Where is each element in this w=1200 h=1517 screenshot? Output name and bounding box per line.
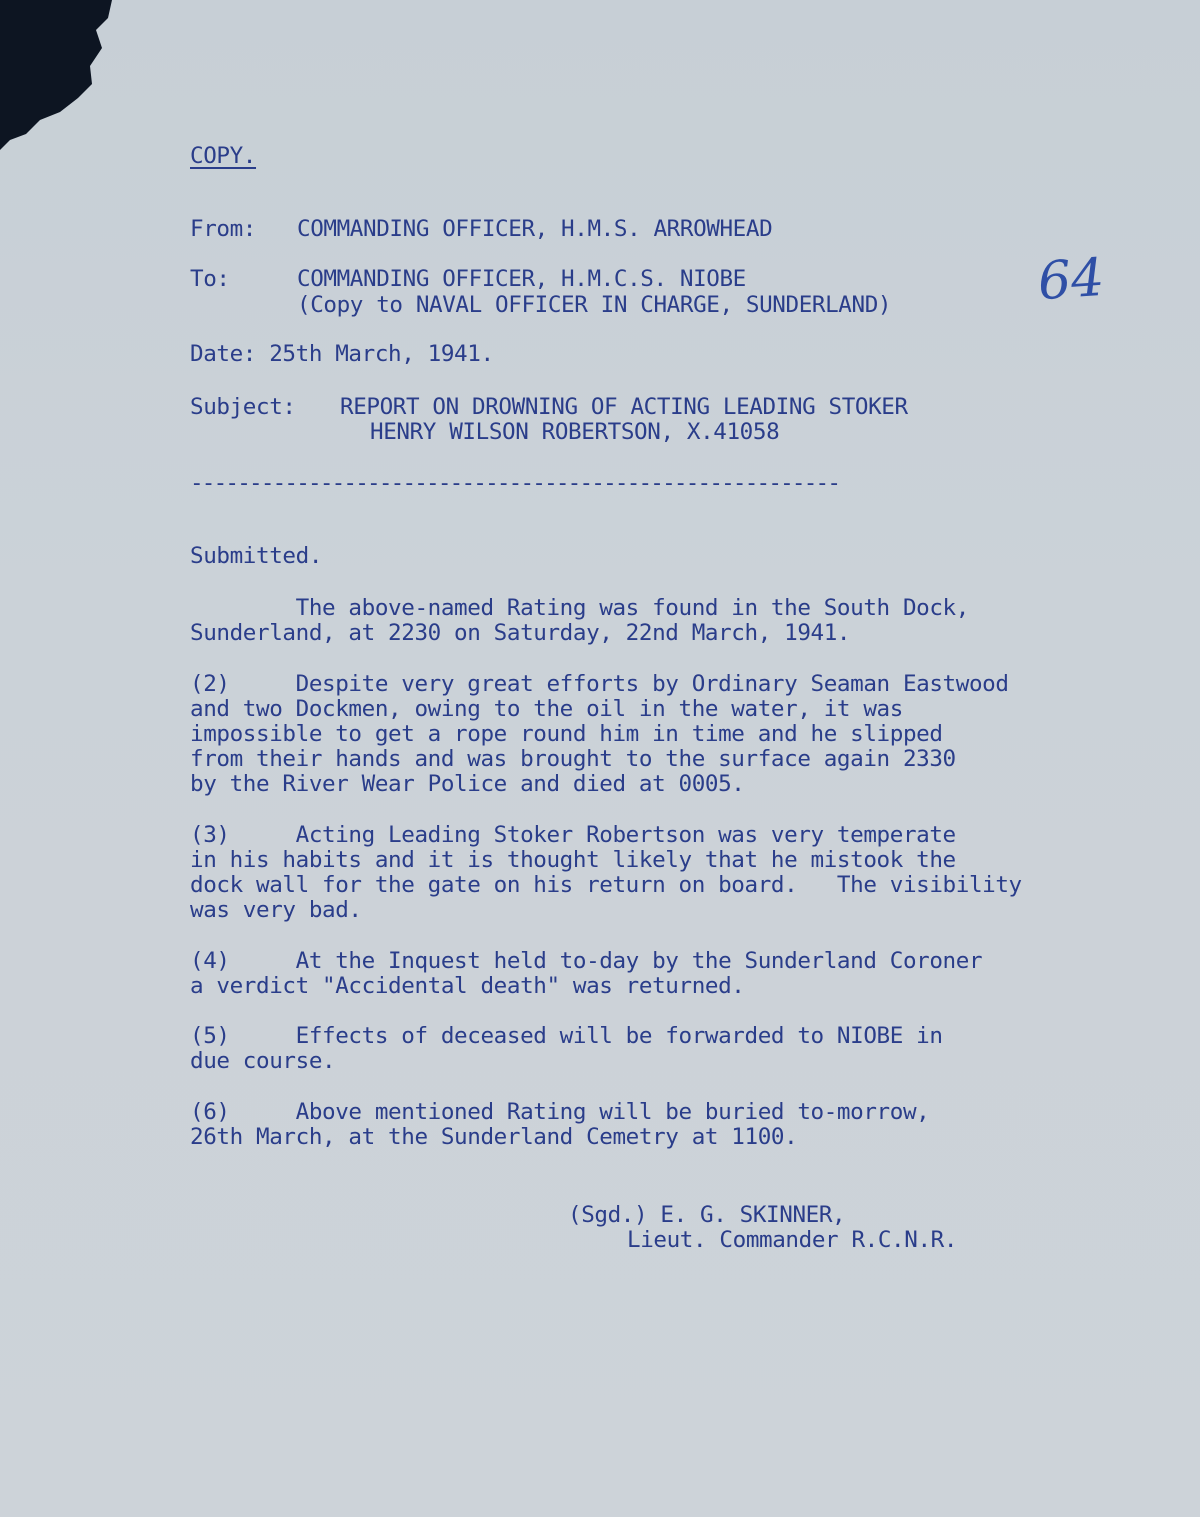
paragraph-line: 26th March, at the Sunderland Cemetry at 1100. xyxy=(190,1124,798,1150)
to-value-2: (Copy to NAVAL OFFICER IN CHARGE, SUNDERLAND) xyxy=(297,292,892,318)
paragraph-line: The above-named Rating was found in the South Dock, xyxy=(190,595,969,621)
paragraph-line: in his habits and it is thought likely that he mistook the xyxy=(190,847,956,873)
paragraph-line: (5) Effects of deceased will be forwarded to NIOBE in xyxy=(190,1023,943,1049)
subject-value-1: REPORT ON DROWNING OF ACTING LEADING STOKER xyxy=(340,394,908,420)
paragraph-line: (3) Acting Leading Stoker Robertson was very temperate xyxy=(190,822,956,848)
paragraph-line: (4) At the Inquest held to-day by the Sunderland Coroner xyxy=(190,948,983,974)
submitted-line: Submitted. xyxy=(190,543,323,569)
torn-corner xyxy=(0,0,135,170)
date-line: Date: 25th March, 1941. xyxy=(190,341,494,367)
to-value-1: COMMANDING OFFICER, H.M.C.S. NIOBE xyxy=(297,266,746,292)
copy-heading: COPY. xyxy=(190,143,257,169)
paragraph-line: a verdict "Accidental death" was returned. xyxy=(190,973,745,999)
signature-line-2: Lieut. Commander R.C.N.R. xyxy=(627,1227,958,1253)
handwritten-page-number: 64 xyxy=(1035,247,1107,313)
paragraph-line: (6) Above mentioned Rating will be buried to-morrow, xyxy=(190,1099,930,1125)
paragraph-line: by the River Wear Police and died at 0005. xyxy=(190,771,745,797)
subject-value-2: HENRY WILSON ROBERTSON, X.41058 xyxy=(370,419,780,445)
from-label: From: xyxy=(190,216,257,242)
to-label: To: xyxy=(190,266,230,292)
paragraph-line: was very bad. xyxy=(190,897,362,923)
paragraph-line: and two Dockmen, owing to the oil in the water, it was xyxy=(190,696,903,722)
paragraph-line: dock wall for the gate on his return on board. The visibility xyxy=(190,872,1022,898)
paragraph-line: (2) Despite very great efforts by Ordinary Seaman Eastwood xyxy=(190,671,1009,697)
paragraph-line: from their hands and was brought to the surface again 2330 xyxy=(190,746,956,772)
signature-line-1: (Sgd.) E. G. SKINNER, xyxy=(568,1202,846,1228)
divider-line: ------------------------------------------------------- xyxy=(190,470,840,496)
paragraph-line: impossible to get a rope round him in time and he slipped xyxy=(190,721,943,747)
paragraph-line: Sunderland, at 2230 on Saturday, 22nd March, 1941. xyxy=(190,620,851,646)
paragraph-line: due course. xyxy=(190,1048,336,1074)
subject-label: Subject: xyxy=(190,394,296,420)
from-value: COMMANDING OFFICER, H.M.S. ARROWHEAD xyxy=(297,216,773,242)
